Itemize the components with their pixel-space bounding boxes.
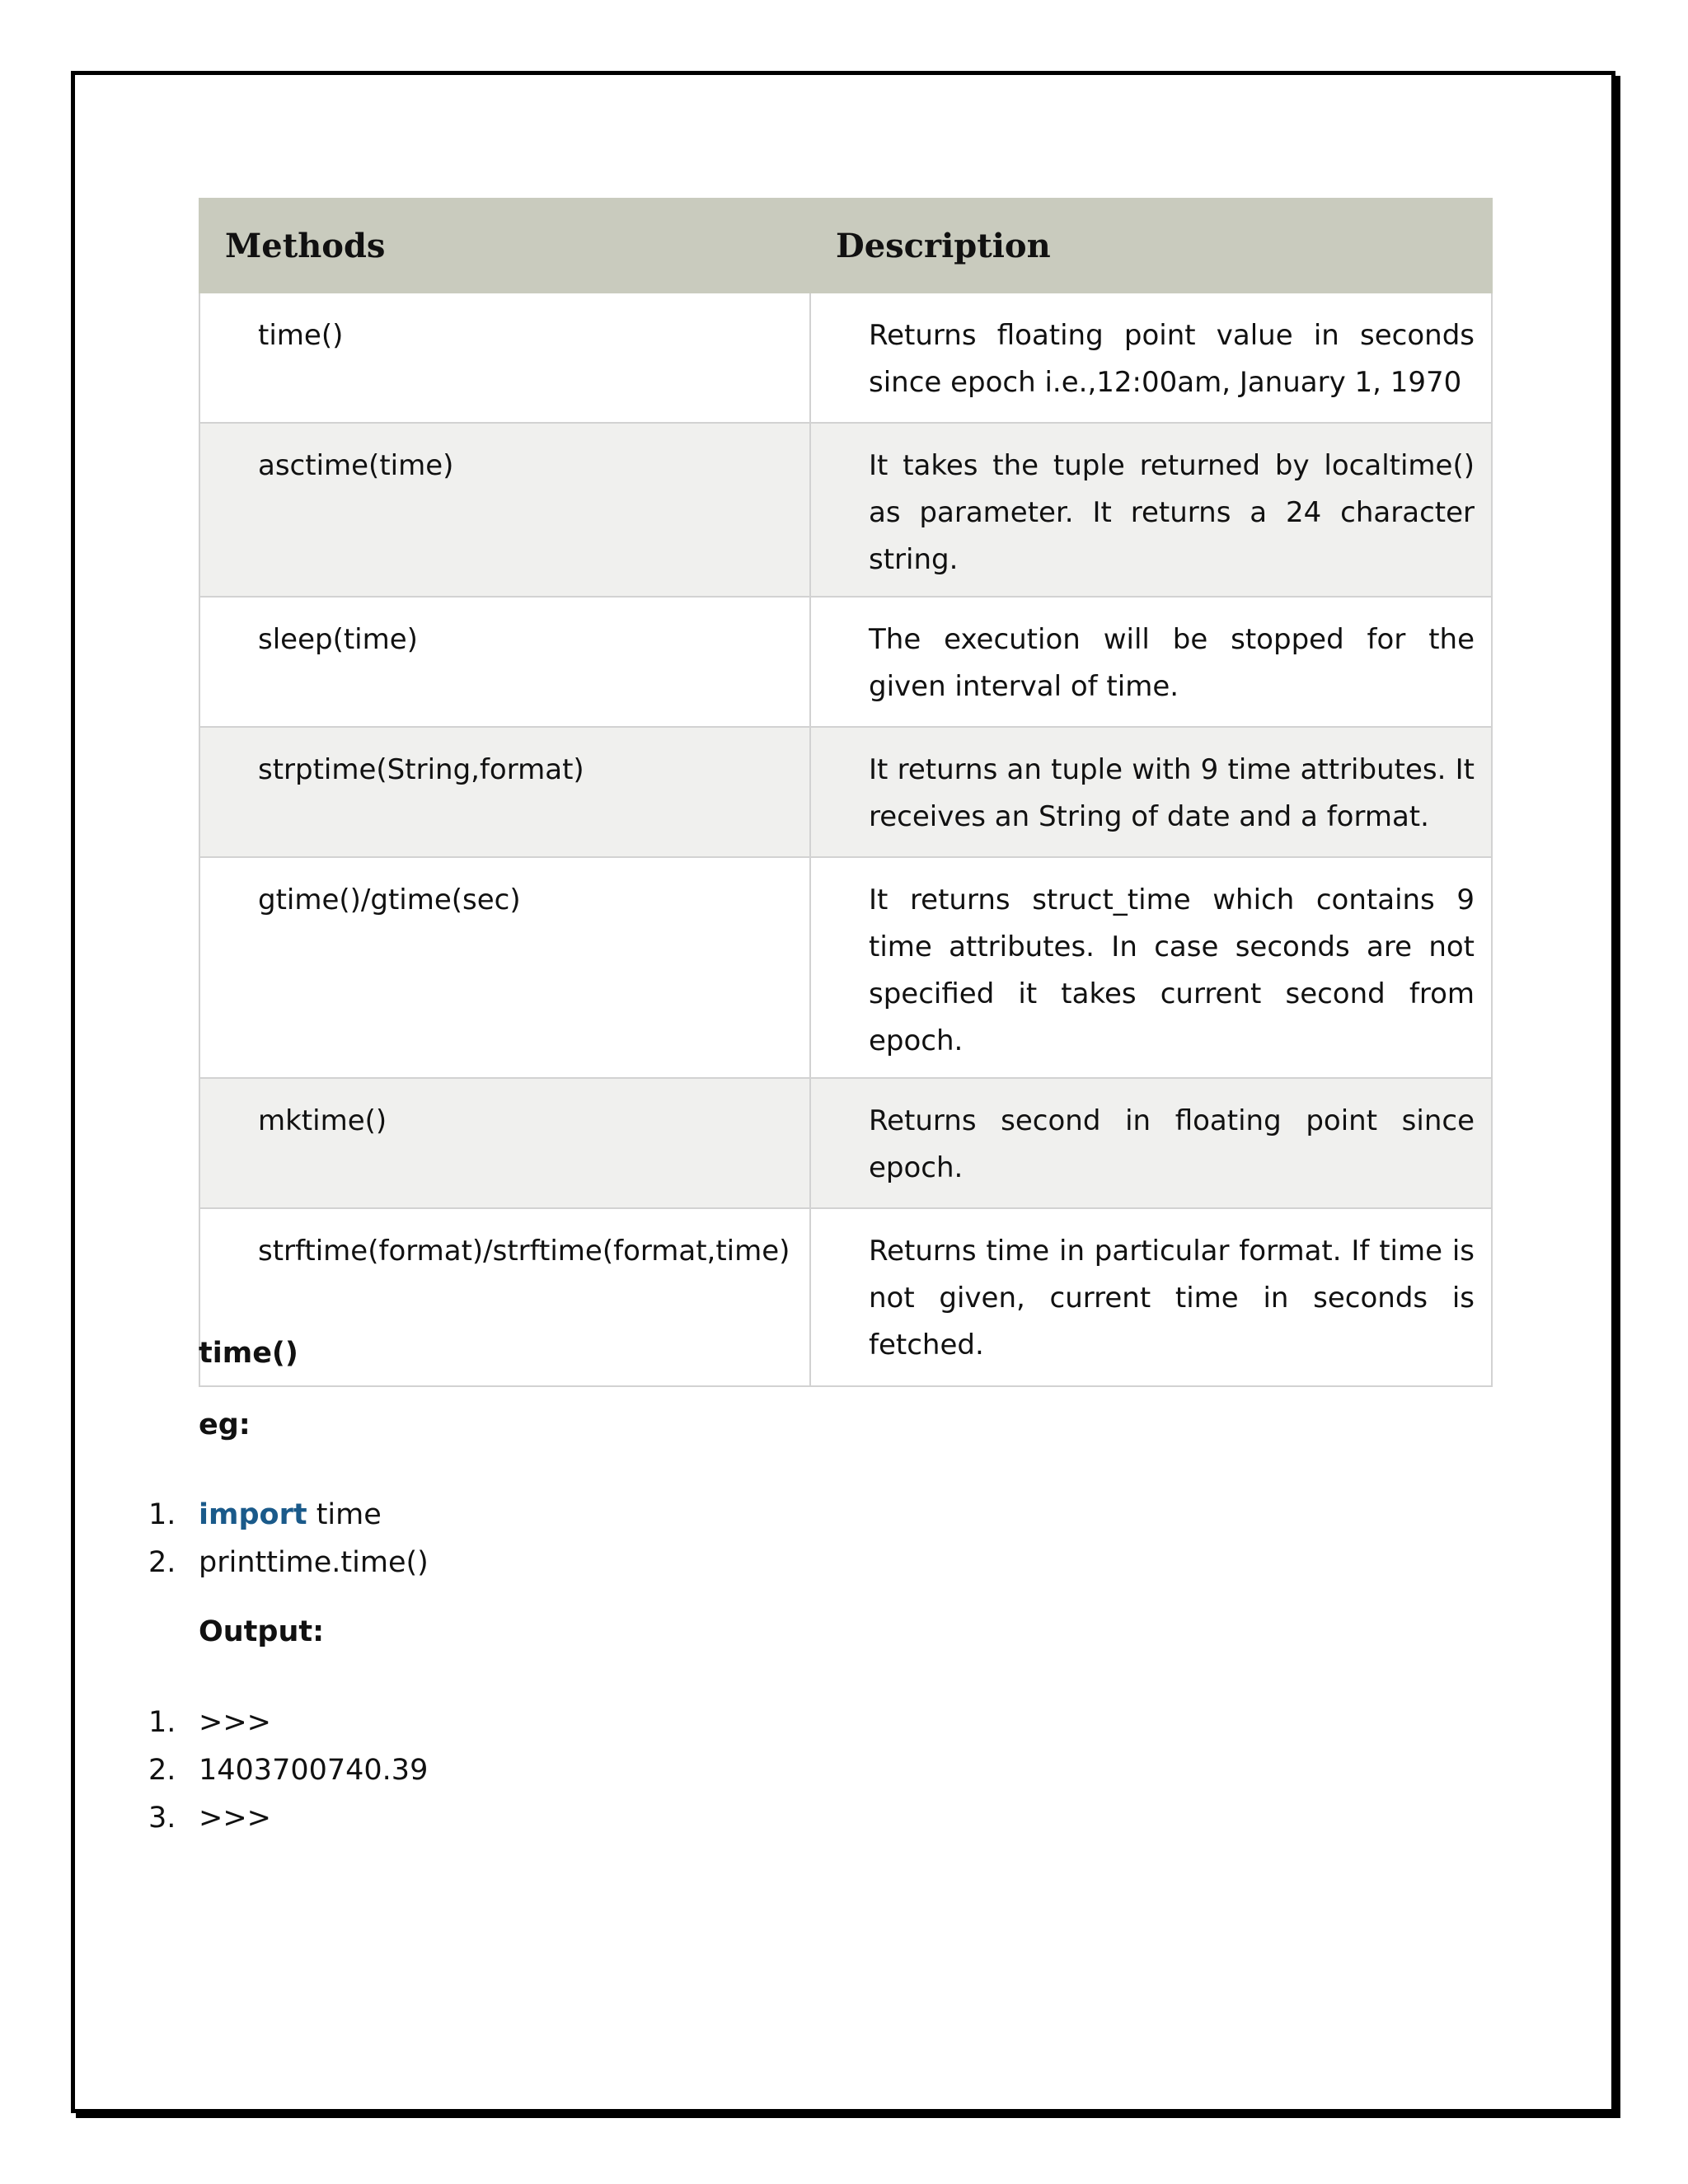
description-cell: It returns struct_time which contains 9 time attributes. In case seconds are not specified it takes current second from epoch. — [810, 857, 1492, 1078]
output-text: 1403700740.39 — [199, 1754, 429, 1787]
line-number: 1. — [148, 1706, 176, 1739]
header-methods: Methods — [199, 199, 810, 293]
output-listing — [148, 1699, 428, 1842]
table-row — [199, 423, 1492, 597]
description-cell: It returns an tuple with 9 time attributes. It receives an String of date and a format. — [810, 727, 1492, 857]
table-row — [199, 727, 1492, 857]
example-label: eg: — [199, 1408, 251, 1441]
table-header-row — [199, 199, 1492, 293]
description-cell: The execution will be stopped for the given interval of time. — [810, 597, 1492, 727]
method-cell: time() — [199, 293, 810, 423]
output-line — [148, 1699, 428, 1746]
output-text: >>> — [199, 1706, 271, 1739]
description-cell: Returns second in floating point since epoch. — [810, 1078, 1492, 1208]
output-line — [148, 1746, 428, 1794]
line-number: 1. — [148, 1498, 176, 1531]
section-title: time() — [199, 1337, 298, 1370]
method-cell: asctime(time) — [199, 423, 810, 597]
output-label: Output: — [199, 1615, 325, 1648]
table-row — [199, 857, 1492, 1078]
description-cell: It takes the tuple returned by localtime() as parameter. It returns a 24 character string. — [810, 423, 1492, 597]
code-line — [148, 1539, 429, 1586]
description-cell: Returns time in particular format. If time is not given, current time in seconds is fetched. — [810, 1208, 1492, 1386]
table-row — [199, 1078, 1492, 1208]
output-line — [148, 1794, 428, 1842]
line-number: 2. — [148, 1754, 176, 1787]
code-listing — [148, 1491, 429, 1586]
code-line — [148, 1491, 429, 1539]
method-cell: mktime() — [199, 1078, 810, 1208]
table-row — [199, 1208, 1492, 1386]
method-cell: strftime(format)/strftime(format,time) — [199, 1208, 810, 1386]
table-row — [199, 597, 1492, 727]
table-row — [199, 293, 1492, 423]
code-keyword: import — [199, 1498, 307, 1531]
line-number: 3. — [148, 1802, 176, 1835]
code-text: time — [307, 1498, 382, 1531]
header-description: Description — [810, 199, 1492, 293]
code-text: printtime.time() — [199, 1546, 429, 1579]
method-cell: sleep(time) — [199, 597, 810, 727]
line-number: 2. — [148, 1546, 176, 1579]
method-cell: strptime(String,format) — [199, 727, 810, 857]
description-cell: Returns floating point value in seconds since epoch i.e.,12:00am, January 1, 1970 — [810, 293, 1492, 423]
method-cell: gtime()/gtime(sec) — [199, 857, 810, 1078]
output-text: >>> — [199, 1802, 271, 1835]
methods-table — [199, 198, 1493, 1387]
